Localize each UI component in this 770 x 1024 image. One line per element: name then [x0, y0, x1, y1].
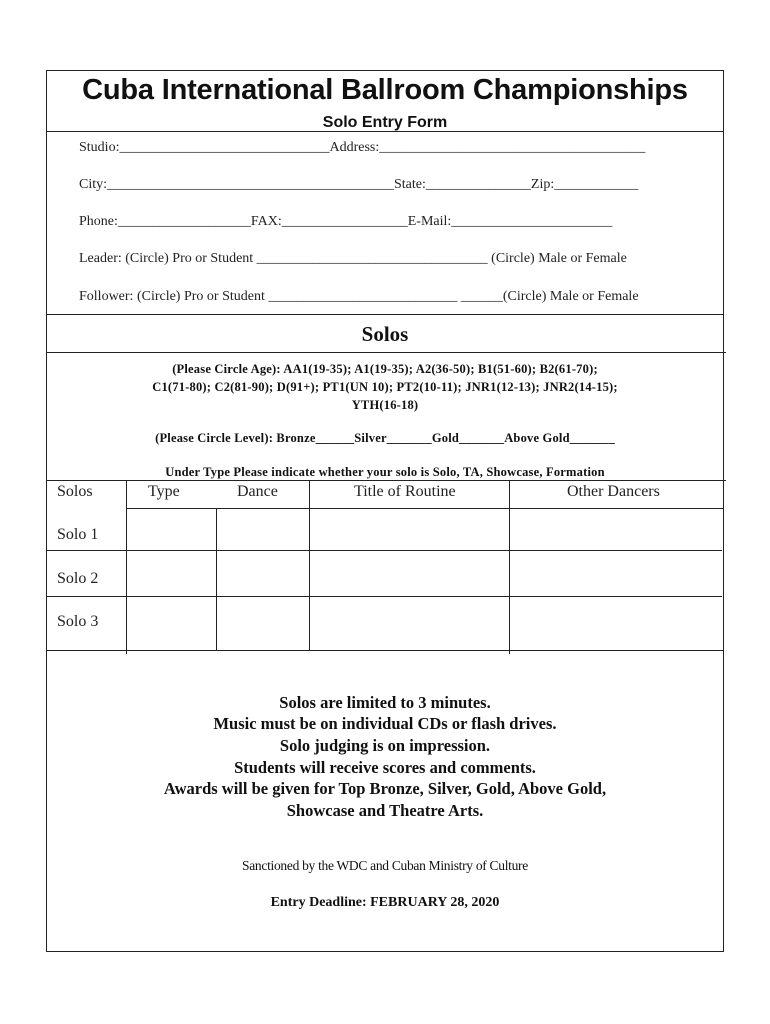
- table-bottom-border: [46, 650, 724, 651]
- table-top-border: [46, 480, 726, 481]
- note-line: Music must be on individual CDs or flash drives.: [213, 714, 557, 733]
- note-line: Showcase and Theatre Arts.: [286, 801, 484, 820]
- form-subtitle: Solo Entry Form: [322, 114, 448, 131]
- table-row-label-solo-2: Solo 2: [57, 570, 99, 587]
- solos-section-title: Solos: [361, 322, 409, 346]
- entry-deadline: Entry Deadline: FEBRUARY 28, 2020: [270, 895, 500, 910]
- note-line: Solo judging is on impression.: [279, 736, 491, 755]
- column-header-title-of-routine: Title of Routine: [354, 483, 456, 500]
- table-column-divider: [509, 480, 510, 654]
- form-title: Cuba International Ballroom Championships: [82, 74, 688, 106]
- type-instruction: Under Type Please indicate whether your solo is Solo, TA, Showcase, Formation: [165, 465, 605, 479]
- table-column-divider: [126, 480, 127, 654]
- column-header-solos: Solos: [57, 483, 93, 500]
- table-column-divider: [309, 480, 310, 650]
- column-header-type: Type: [148, 483, 180, 500]
- contact-divider: [46, 314, 724, 315]
- table-row-divider: [46, 550, 722, 551]
- column-header-other-dancers: Other Dancers: [567, 483, 660, 500]
- note-line: Awards will be given for Top Bronze, Silver, Gold, Above Gold,: [163, 779, 607, 798]
- studio-address-field[interactable]: Studio:______________________________Address:______________________________________: [79, 140, 646, 155]
- table-row-label-solo-1: Solo 1: [57, 526, 99, 543]
- age-instruction-line-1: (Please Circle Age): AA1(19-35); A1(19-35); A2(36-50); B1(51-60); B2(61-70);: [172, 362, 598, 376]
- leader-field[interactable]: Leader: (Circle) Pro or Student _________________________________ (Circle) Male or Female: [79, 251, 627, 266]
- phone-fax-email-field[interactable]: Phone:___________________FAX:__________________E-Mail:_______________________: [79, 214, 613, 229]
- city-state-zip-field[interactable]: City:_________________________________________State:_______________Zip:____________: [79, 177, 639, 192]
- age-instruction-line-3: YTH(16-18): [351, 398, 419, 412]
- table-column-divider: [216, 508, 217, 650]
- header-divider: [46, 131, 724, 132]
- age-instruction-line-2: C1(71-80); C2(81-90); D(91+); PT1(UN 10); PT2(10-11); JNR1(12-13); JNR2(14-15);: [152, 380, 618, 394]
- column-header-dance: Dance: [237, 483, 278, 500]
- sanction-text: Sanctioned by the WDC and Cuban Ministry of Culture: [242, 858, 528, 873]
- table-row-label-solo-3: Solo 3: [57, 613, 99, 630]
- table-row-divider: [46, 596, 722, 597]
- solos-title-divider: [46, 352, 726, 353]
- note-line: Solos are limited to 3 minutes.: [279, 693, 491, 712]
- note-line: Students will receive scores and comments.: [234, 758, 536, 777]
- level-instruction: (Please Circle Level): Bronze______Silver_______Gold_______Above Gold_______: [155, 431, 615, 445]
- follower-field[interactable]: Follower: (Circle) Pro or Student ___________________________ ______(Circle) Male or Female: [79, 289, 639, 304]
